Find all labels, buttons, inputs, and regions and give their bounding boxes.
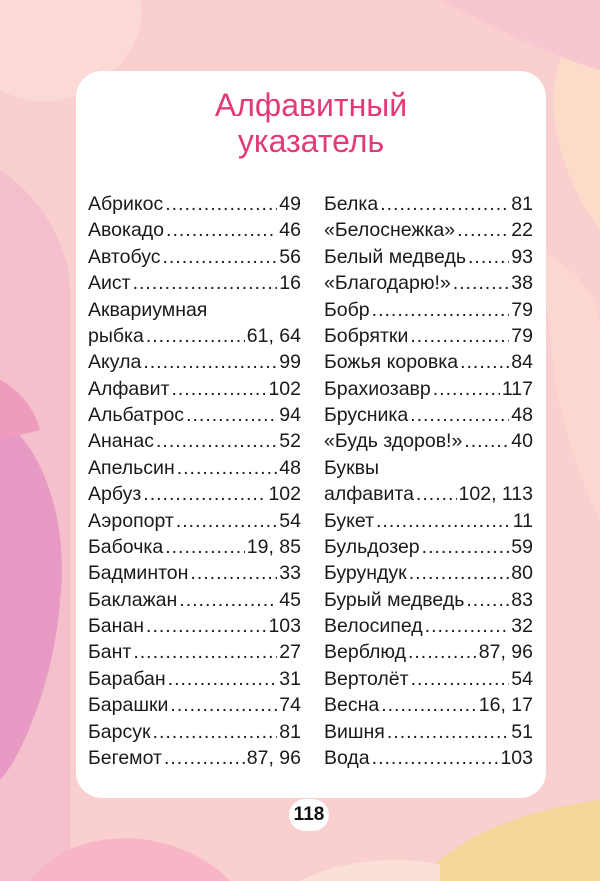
index-card [76, 71, 546, 798]
entry-page: 54 [279, 509, 301, 532]
entry-name: Аквариумная [88, 298, 208, 321]
entry-name: Белый медведь [324, 245, 466, 268]
dot-leader [133, 270, 278, 296]
index-entry [88, 270, 301, 296]
entry-name: Альбатрос [88, 404, 185, 426]
entry-name: Буквы [324, 456, 380, 479]
entry-page: 51 [511, 720, 533, 743]
index-entry [324, 560, 533, 586]
index-entry [324, 376, 533, 402]
entry-page: 83 [511, 588, 533, 611]
index-entry [88, 560, 301, 586]
entry-page: 94 [279, 404, 301, 426]
index-title-line2: указатель [237, 123, 385, 159]
index-column-right [324, 191, 533, 771]
dot-leader [381, 692, 477, 718]
entry-name: Бант [88, 641, 132, 664]
entry-name: Ананас [88, 430, 154, 453]
entry-name: Бурундук [324, 562, 407, 585]
dot-leader [179, 587, 277, 613]
index-entry [324, 270, 533, 296]
entry-name: Авокадо [88, 219, 165, 242]
entry-page: 40 [511, 430, 533, 453]
dot-leader [408, 639, 477, 665]
index-entry [324, 534, 533, 560]
entry-page: 59 [511, 535, 533, 558]
index-entry [324, 191, 533, 217]
index-entry [324, 692, 533, 718]
entry-name: Автобус [88, 245, 161, 268]
dot-leader [410, 402, 509, 428]
index-entry [324, 719, 533, 745]
dot-leader [372, 745, 499, 771]
index-entry [324, 349, 533, 375]
entry-page: 22 [511, 219, 533, 242]
entry-page: 56 [279, 245, 301, 268]
index-entry [88, 481, 301, 507]
entry-name: Брахиозавр [324, 377, 431, 400]
entry-page: 79 [511, 298, 533, 321]
dot-leader [464, 428, 509, 454]
dot-leader [422, 534, 510, 560]
entry-name: Бадминтон [88, 562, 189, 585]
index-entry [324, 613, 533, 639]
entry-name: Букет [324, 509, 374, 532]
dot-leader [146, 323, 245, 349]
entry-name: Апельсин [88, 456, 175, 479]
entry-name: Верблюд [324, 641, 406, 664]
entry-name: Бобр [324, 298, 370, 321]
dot-leader [166, 217, 277, 243]
entry-name: Банан [88, 615, 145, 637]
entry-page: 79 [511, 324, 533, 347]
index-entry [88, 587, 301, 613]
entry-page: 87, 96 [246, 746, 301, 769]
entry-name: Акула [88, 351, 142, 374]
index-entry [324, 508, 533, 534]
entry-name: Бурый медведь [324, 588, 465, 611]
entry-page: 74 [279, 694, 301, 717]
entry-page: 87, 96 [478, 641, 533, 664]
entry-name: Вишня [324, 720, 385, 743]
entry-page: 16 [279, 272, 301, 295]
entry-name: «Белоснежка» [324, 219, 456, 242]
entry-page: 38 [511, 272, 533, 295]
entry-page: 80 [511, 562, 533, 585]
entry-name: Баклажан [88, 588, 178, 611]
dot-leader [460, 349, 509, 375]
entry-name: Барсук [88, 720, 151, 743]
index-entry [324, 639, 533, 665]
entry-page: 46 [279, 219, 301, 242]
entry-page: 31 [279, 667, 301, 690]
entry-name: Велосипед [324, 615, 423, 637]
index-entry [88, 613, 301, 639]
index-entry [88, 191, 301, 217]
index-entry [324, 402, 533, 428]
index-entry [324, 297, 533, 323]
dot-leader [153, 719, 278, 745]
entry-page: 32 [511, 615, 533, 637]
dot-leader [457, 217, 509, 243]
entry-page: 103 [500, 746, 533, 769]
entry-name: Белка [324, 193, 379, 215]
index-entry [88, 719, 301, 745]
index-entry [324, 481, 533, 507]
entry-name: Арбуз [88, 483, 142, 506]
dot-leader [165, 534, 245, 560]
entry-page: 33 [279, 562, 301, 585]
entry-name: Брусника [324, 404, 409, 426]
dot-leader [372, 297, 510, 323]
entry-name: Вода [324, 746, 370, 769]
dot-leader [376, 508, 511, 534]
entry-page: 48 [279, 456, 301, 479]
entry-name: «Благодарю!» [324, 272, 451, 295]
entry-page: 27 [279, 641, 301, 664]
entry-page: 84 [511, 351, 533, 374]
entry-page: 81 [279, 720, 301, 743]
dot-leader [170, 692, 277, 718]
entry-page: 102, 113 [458, 483, 533, 506]
dot-leader [143, 481, 266, 507]
entry-name: Аист [88, 272, 131, 295]
index-entry [324, 323, 533, 349]
dot-leader [156, 428, 277, 454]
index-entry [88, 244, 301, 270]
dot-leader [171, 376, 266, 402]
dot-leader [411, 666, 510, 692]
dot-leader [387, 719, 509, 745]
entry-name: рыбка [88, 324, 144, 347]
index-entry [324, 745, 533, 771]
index-entry [88, 666, 301, 692]
entry-page: 52 [279, 430, 301, 453]
index-entry [88, 692, 301, 718]
entry-name: Абрикос [88, 193, 164, 215]
dot-leader [143, 349, 277, 375]
dot-leader [380, 191, 509, 217]
entry-page: 61, 64 [246, 324, 301, 347]
entry-page: 19, 85 [246, 535, 301, 558]
dot-leader [190, 560, 277, 586]
entry-name: Барашки [88, 694, 169, 717]
dot-leader [186, 402, 277, 428]
index-entry [88, 323, 301, 349]
entry-page: 93 [511, 245, 533, 268]
entry-name: Аэропорт [88, 509, 174, 532]
dot-leader [176, 508, 277, 534]
dot-leader [133, 639, 277, 665]
entry-name: Бобрятки [324, 324, 409, 347]
page-number-badge: 118 [289, 799, 329, 831]
entry-page: 99 [279, 351, 301, 374]
entry-name: алфавита [324, 483, 414, 506]
index-entry [88, 428, 301, 454]
dot-leader [416, 481, 457, 507]
index-entry [88, 217, 301, 243]
index-column-left [88, 191, 301, 771]
index-entry [324, 666, 533, 692]
index-entry [88, 508, 301, 534]
index-entry [88, 745, 301, 771]
entry-page: 16, 17 [478, 694, 533, 717]
dot-leader [177, 455, 278, 481]
index-entry [88, 402, 301, 428]
entry-page: 49 [279, 193, 301, 215]
entry-page: 81 [511, 193, 533, 215]
index-entry [88, 639, 301, 665]
entry-name: Алфавит [88, 377, 170, 400]
entry-page: 45 [279, 588, 301, 611]
dot-leader [466, 587, 509, 613]
entry-name: Вертолёт [324, 667, 409, 690]
index-entry [88, 534, 301, 560]
entry-name: Весна [324, 694, 380, 717]
entry-page: 11 [512, 509, 533, 532]
dot-leader [410, 323, 509, 349]
dot-leader [164, 745, 245, 771]
dot-leader [163, 244, 278, 270]
index-entry [324, 587, 533, 613]
entry-page: 102 [268, 377, 301, 400]
index-title-line1: Алфавитный [214, 87, 408, 123]
entry-page: 117 [501, 377, 533, 400]
entry-page: 54 [511, 667, 533, 690]
dot-leader [146, 613, 266, 639]
entry-page: 103 [268, 615, 301, 637]
entry-page: 102 [268, 483, 301, 506]
entry-name: Бульдозер [324, 535, 420, 558]
entry-name: Барабан [88, 667, 166, 690]
entry-name: «Будь здоров!» [324, 430, 463, 453]
dot-leader [409, 560, 510, 586]
index-entry [324, 455, 533, 481]
dot-leader [433, 376, 500, 402]
entry-page: 48 [511, 404, 533, 426]
entry-name: Бабочка [88, 535, 164, 558]
entry-name: Бегемот [88, 746, 162, 769]
index-entry [324, 217, 533, 243]
index-entry [88, 297, 301, 323]
dot-leader [468, 244, 509, 270]
index-entry [88, 376, 301, 402]
dot-leader [425, 613, 510, 639]
index-entry [88, 455, 301, 481]
index-entry [88, 349, 301, 375]
index-entry [324, 428, 533, 454]
index-entry [324, 244, 533, 270]
dot-leader [168, 666, 278, 692]
entry-name: Божья коровка [324, 351, 459, 374]
dot-leader [165, 191, 277, 217]
dot-leader [453, 270, 510, 296]
